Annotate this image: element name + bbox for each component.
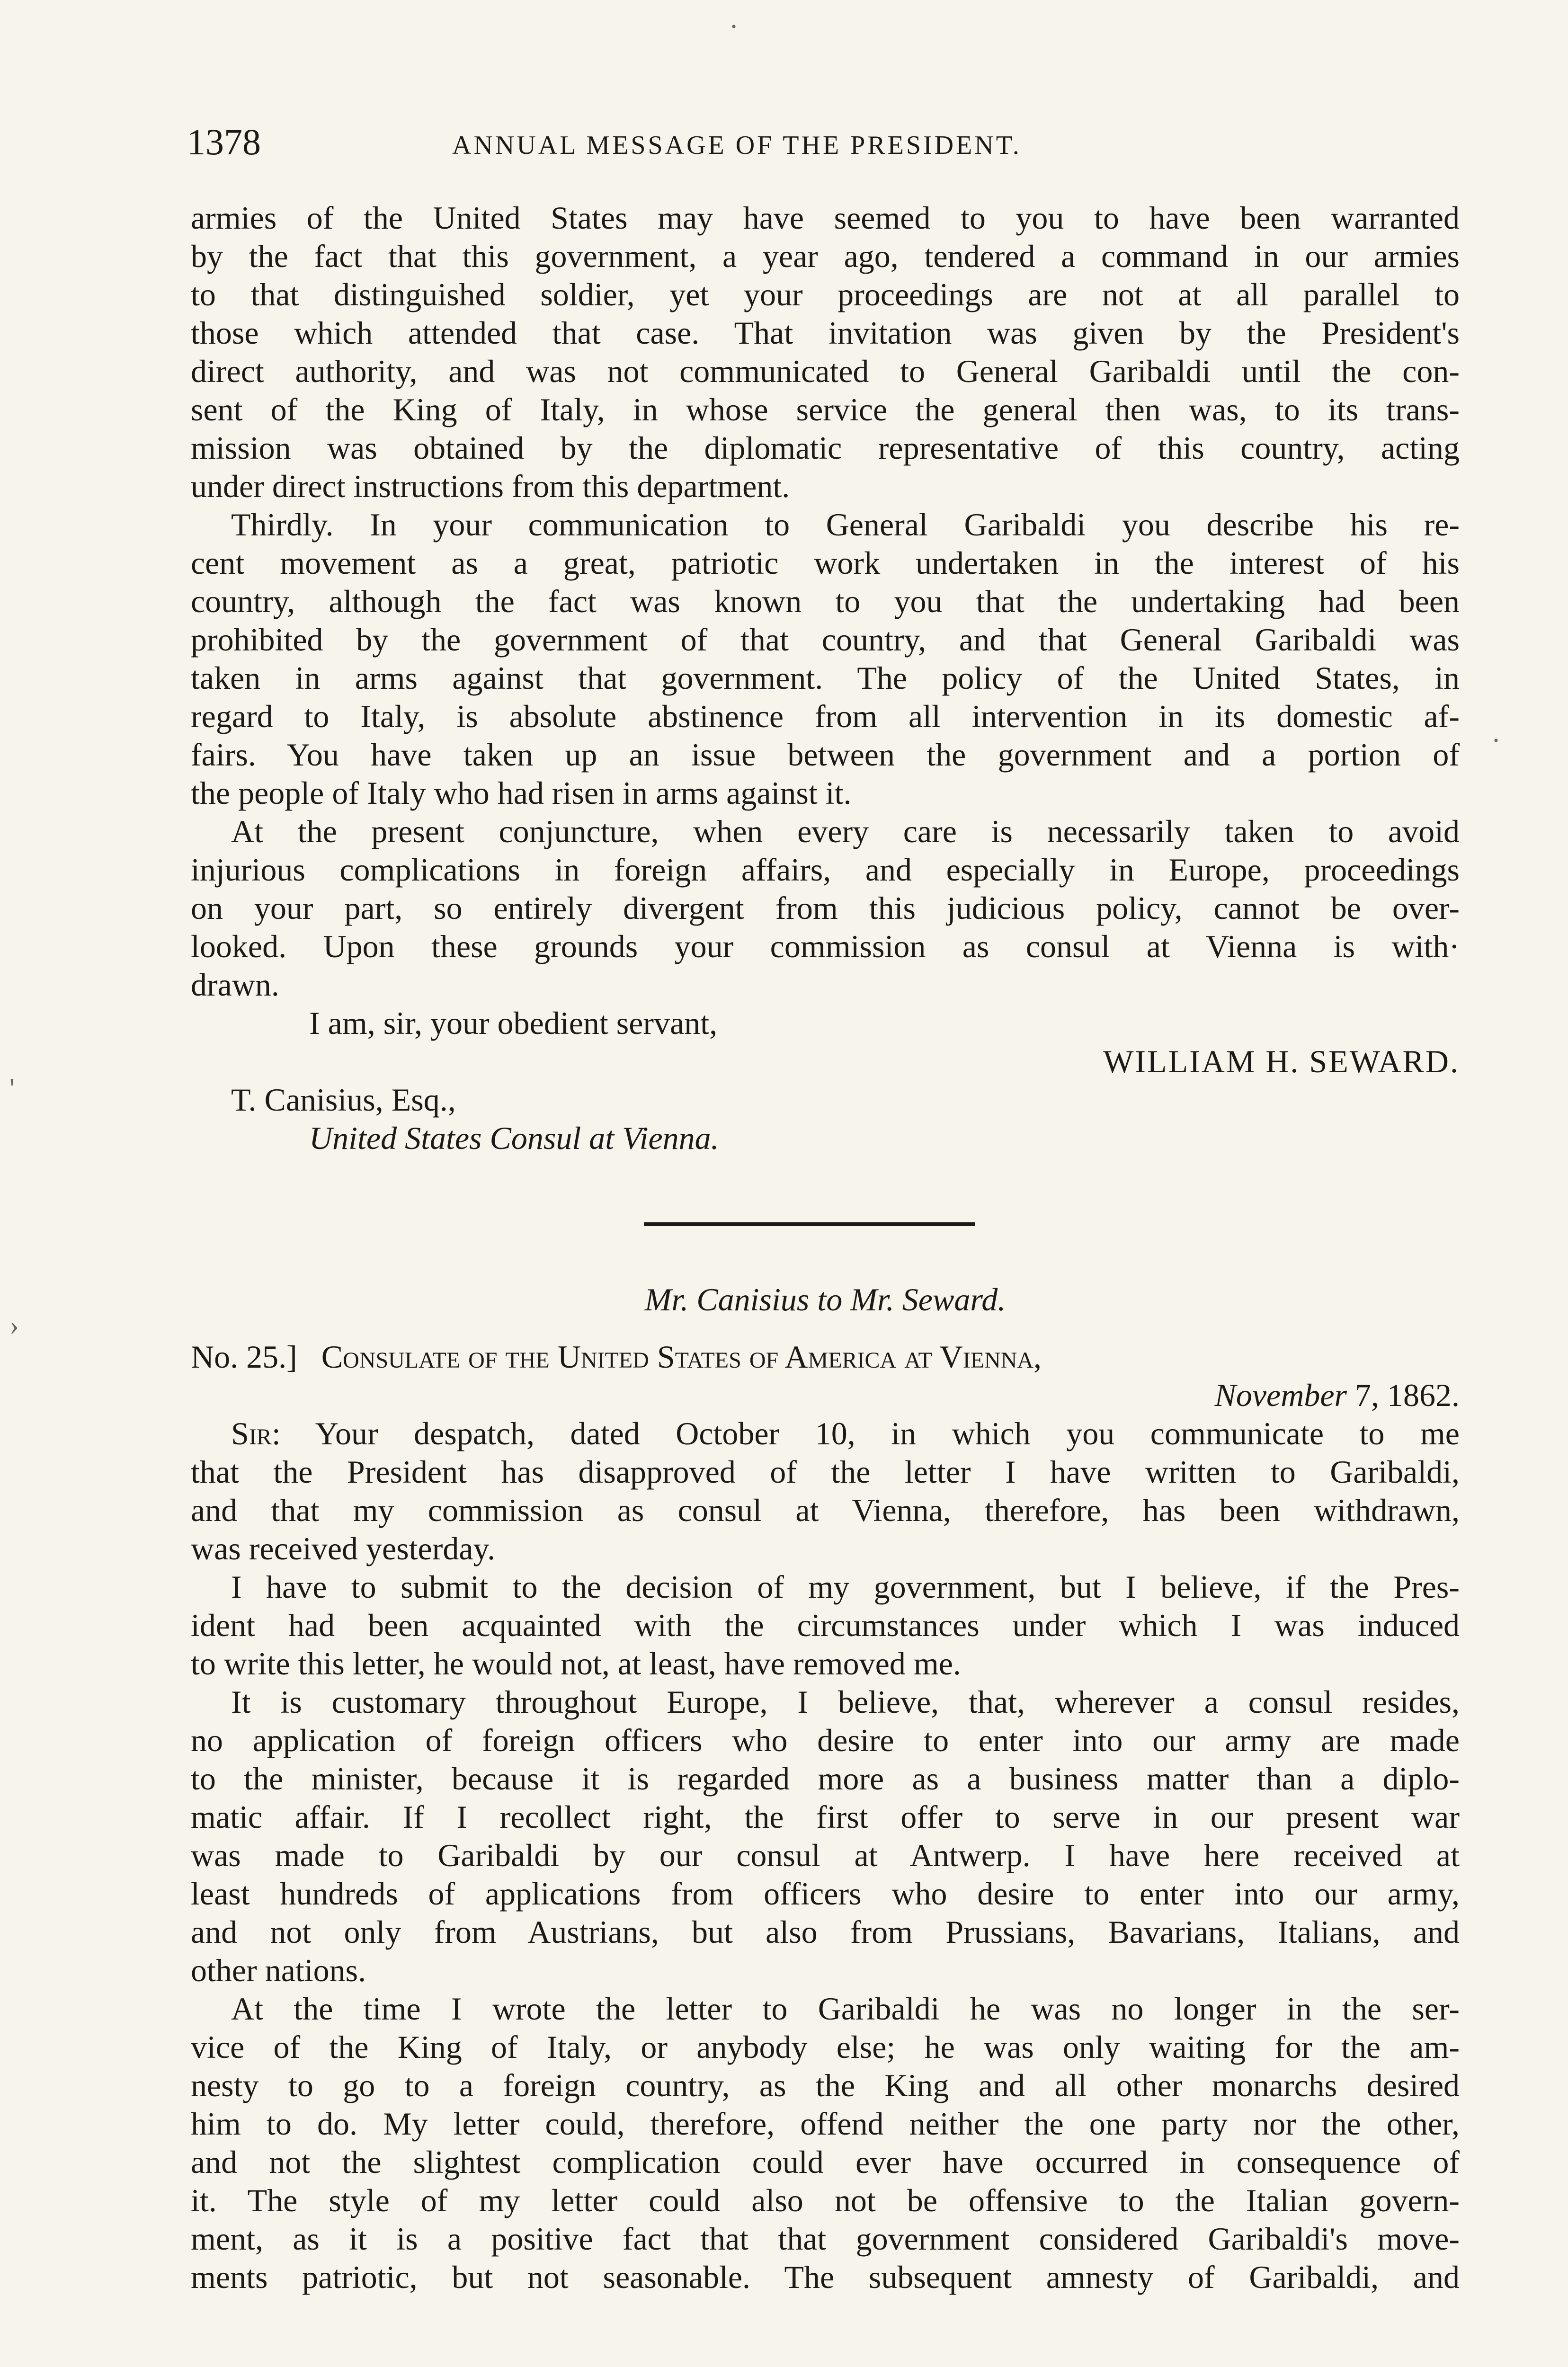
date-month: November bbox=[1214, 1377, 1347, 1413]
text-line: to write this letter, he would not, at least, have removed me. bbox=[191, 1646, 961, 1682]
letter-title: Mr. Canisius to Mr. Seward. bbox=[644, 1281, 1006, 1317]
margin-dot: · bbox=[1491, 725, 1501, 756]
page-body bbox=[191, 199, 1460, 1157]
signature: WILLIAM H. SEWARD. bbox=[1103, 1043, 1460, 1079]
text-line: those which attended that case. That invitation was given by the President's bbox=[191, 315, 1460, 351]
paragraph bbox=[191, 506, 1460, 812]
text-line: country, although the fact was known to you that the undertaking had been bbox=[191, 583, 1460, 619]
text-line: taken in arms against that government. The policy of the United States, in bbox=[191, 660, 1460, 696]
text-line: At the time I wrote the letter to Garibaldi he was no longer in the ser- bbox=[231, 1991, 1460, 2027]
date-day-year: 7, 1862. bbox=[1355, 1377, 1460, 1413]
text-line: It is customary throughout Europe, I believe, that, wherever a consul resides, bbox=[231, 1684, 1460, 1720]
paragraph bbox=[191, 1683, 1460, 1990]
text-line: other nations. bbox=[191, 1952, 366, 1988]
letter-heading bbox=[191, 1338, 1460, 1376]
text-line: direct authority, and was not communicated to General Garibaldi until the con- bbox=[191, 353, 1460, 389]
letter-seward-continued bbox=[191, 199, 1460, 1157]
text-line: vice of the King of Italy, or anybody else; he was only waiting for the am- bbox=[191, 2029, 1460, 2065]
text-line: under direct instructions from this department. bbox=[191, 468, 790, 504]
text-line: was made to Garibaldi by our consul at Antwerp. I have here received at bbox=[191, 1837, 1460, 1873]
consulate-name: Consulate of the United States of America at Vienna, bbox=[321, 1339, 1042, 1375]
text-line: I have to submit to the decision of my government, but I believe, if the Pres- bbox=[231, 1569, 1460, 1605]
scan-speck: · bbox=[729, 11, 739, 42]
paragraph bbox=[191, 199, 1460, 506]
text-line: nesty to go to a foreign country, as the King and all other monarchs desired bbox=[191, 2067, 1460, 2103]
letter-canisius bbox=[191, 1281, 1460, 2296]
closing: I am, sir, your obedient servant, bbox=[309, 1005, 718, 1041]
salutation: Sir: bbox=[231, 1415, 281, 1451]
text-line: by the fact that this government, a year ago, tendered a command in our armies bbox=[191, 238, 1460, 274]
text-line: Thirdly. In your communication to General Garibaldi you describe his re- bbox=[231, 507, 1460, 543]
text-line: ment, as it is a positive fact that that government considered Garibaldi's move- bbox=[191, 2221, 1460, 2257]
text-line: armies of the United States may have seemed to you to have been warranted bbox=[191, 200, 1460, 236]
text-line: drawn. bbox=[191, 967, 279, 1003]
text-line: injurious complications in foreign affairs, and especially in Europe, proceedings bbox=[191, 852, 1460, 888]
text-line: fairs. You have taken up an issue between the government and a portion of bbox=[191, 737, 1460, 773]
text-line: to that distinguished soldier, yet your proceedings are not at all parallel to bbox=[191, 276, 1460, 312]
text-line: least hundreds of applications from officers who desire to enter into our army, bbox=[191, 1876, 1460, 1912]
text-line: no application of foreign officers who desire to enter into our army are made bbox=[191, 1722, 1460, 1758]
letter-date bbox=[191, 1376, 1460, 1415]
paragraph bbox=[191, 1568, 1460, 1683]
text-line: and that my commission as consul at Vienna, therefore, has been withdrawn, bbox=[191, 1492, 1460, 1528]
despatch-number: No. 25.] bbox=[191, 1339, 297, 1375]
paragraph bbox=[191, 1415, 1460, 1568]
text-line: to the minister, because it is regarded more as a business matter than a diplo- bbox=[191, 1761, 1460, 1797]
page-header bbox=[187, 118, 1461, 170]
text-line: sent of the King of Italy, in whose service the general then was, to its trans- bbox=[191, 392, 1460, 427]
page-number: 1378 bbox=[187, 121, 261, 162]
addressee-title: United States Consul at Vienna. bbox=[309, 1120, 719, 1156]
text-line: matic affair. If I recollect right, the first offer to serve in our present war bbox=[191, 1799, 1460, 1835]
margin-mark: ' bbox=[9, 1073, 15, 1104]
text-line: and not only from Austrians, but also from Prussians, Bavarians, Italians, and bbox=[191, 1914, 1460, 1950]
paragraph bbox=[191, 1990, 1460, 2296]
text-line: and not the slightest complication could ever have occurred in consequence of bbox=[191, 2144, 1460, 2180]
text-line: looked. Upon these grounds your commission as consul at Vienna is with· bbox=[191, 928, 1460, 964]
margin-mark: › bbox=[9, 1309, 19, 1341]
text-line: prohibited by the government of that country, and that General Garibaldi was bbox=[191, 622, 1460, 658]
text-line bbox=[191, 1415, 1460, 1453]
running-title: ANNUAL MESSAGE OF THE PRESIDENT. bbox=[452, 131, 1022, 160]
text-run: Your despatch, dated October 10, in which you communicate to me bbox=[315, 1415, 1460, 1451]
text-line: the people of Italy who had risen in arms against it. bbox=[191, 775, 852, 811]
text-line: At the present conjuncture, when every care is necessarily taken to avoid bbox=[231, 813, 1460, 849]
text-line: regard to Italy, is absolute abstinence from all intervention in its domestic af- bbox=[191, 698, 1460, 734]
text-line: cent movement as a great, patriotic work undertaken in the interest of his bbox=[191, 545, 1460, 581]
text-line: on your part, so entirely divergent from this judicious policy, cannot be over- bbox=[191, 890, 1460, 926]
paragraph bbox=[191, 812, 1460, 1004]
text-line: him to do. My letter could, therefore, offend neither the one party nor the other, bbox=[191, 2106, 1460, 2142]
addressee-name: T. Canisius, Esq., bbox=[231, 1082, 456, 1118]
text-line: that the President has disapproved of the letter I have written to Garibaldi, bbox=[191, 1454, 1460, 1490]
text-line: ments patriotic, but not seasonable. The subsequent amnesty of Garibaldi, and bbox=[191, 2259, 1460, 2295]
section-divider bbox=[644, 1222, 975, 1226]
text-line: ident had been acquainted with the circumstances under which I was induced bbox=[191, 1607, 1460, 1643]
text-line: it. The style of my letter could also not be offensive to the Italian govern- bbox=[191, 2182, 1460, 2218]
text-line: was received yesterday. bbox=[191, 1531, 496, 1566]
text-line: mission was obtained by the diplomatic representative of this country, acting bbox=[191, 430, 1460, 466]
